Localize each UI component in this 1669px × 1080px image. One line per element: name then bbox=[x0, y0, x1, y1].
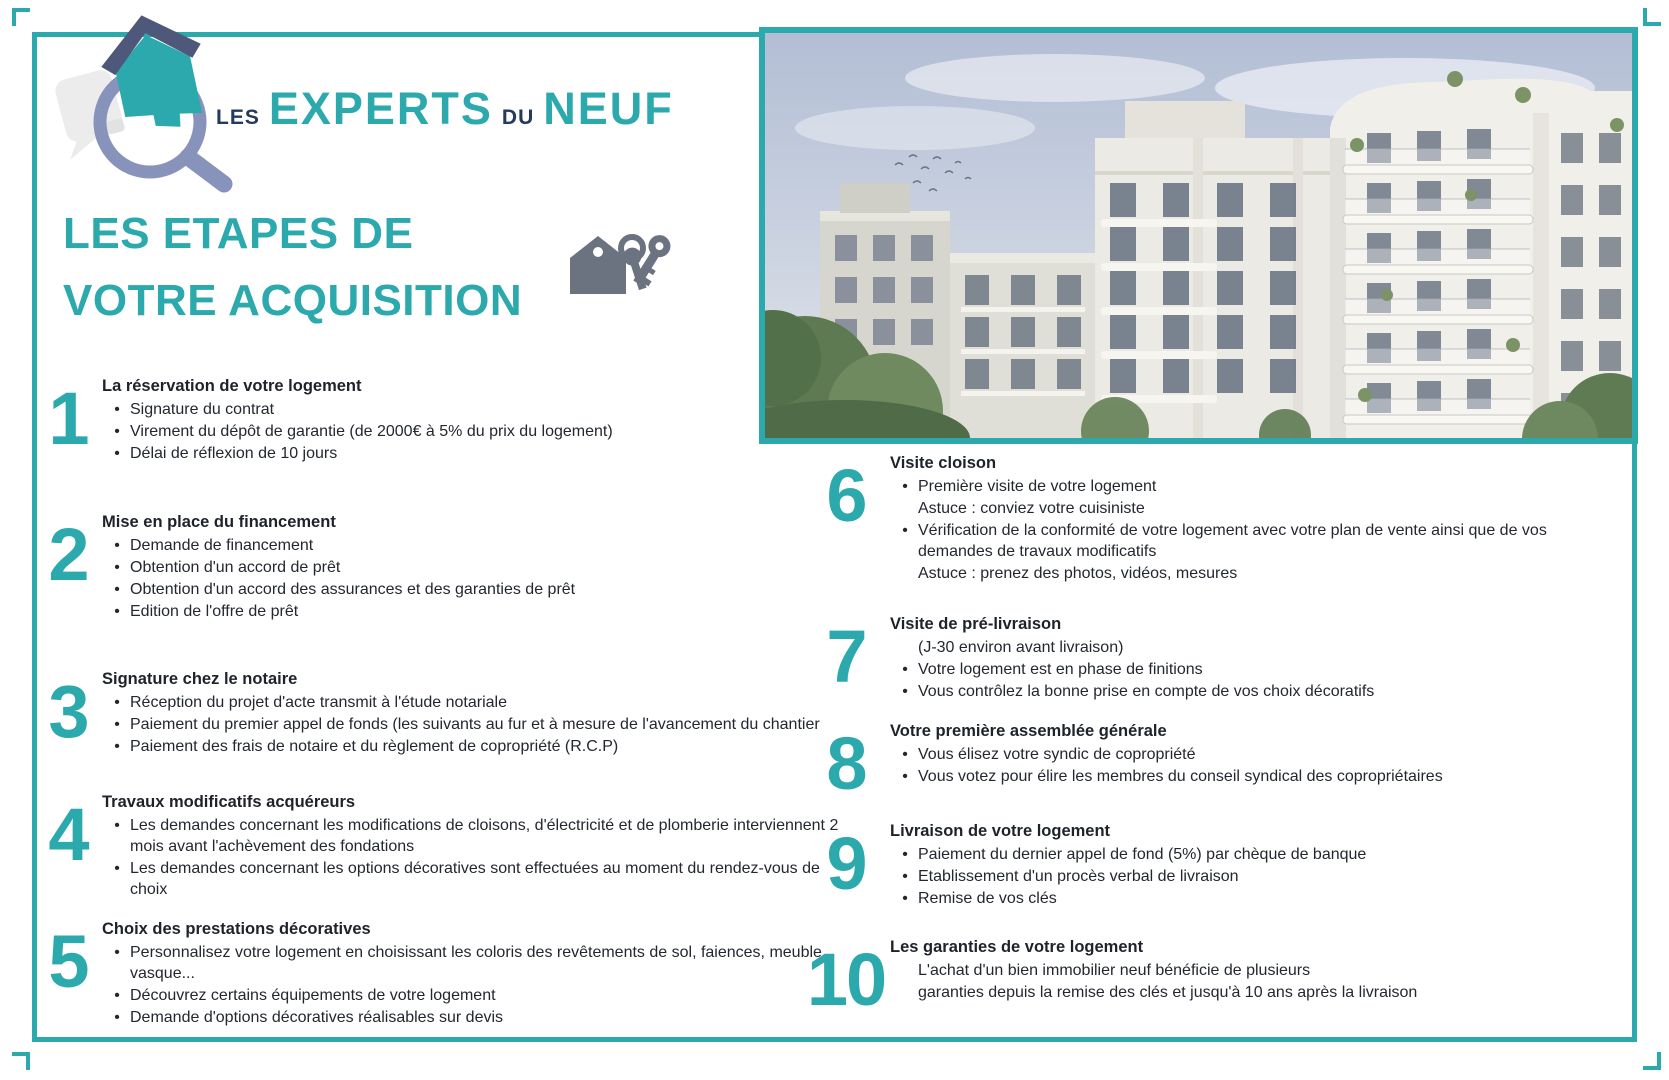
corner-tick-top-right bbox=[1643, 8, 1661, 26]
step-5-items bbox=[102, 942, 848, 1028]
bullet-dot: • bbox=[902, 846, 908, 863]
step-10 bbox=[806, 937, 1568, 1021]
item-text: Obtention d'un accord des assurances et des garanties de prêt bbox=[130, 581, 576, 598]
item-text: Votre logement est en phase de finitions bbox=[918, 661, 1203, 678]
bullet-item bbox=[102, 535, 575, 556]
item-text: Découvrez certains équipements de votre logement bbox=[130, 987, 496, 1004]
bullet-dot: • bbox=[114, 559, 120, 576]
bullet-item bbox=[102, 714, 820, 735]
bullet-item bbox=[102, 858, 848, 900]
step-2-number: 2 bbox=[48, 513, 88, 596]
bullet-item bbox=[890, 681, 1374, 702]
note-item: (J-30 environ avant livraison) bbox=[918, 639, 1124, 656]
item-text: Délai de réflexion de 10 jours bbox=[130, 445, 338, 462]
corner-tick-top-left bbox=[12, 8, 30, 26]
step-7 bbox=[806, 614, 1568, 703]
step-2-heading: Mise en place du financement bbox=[102, 513, 336, 531]
bullet-item bbox=[102, 815, 848, 857]
bullet-dot: • bbox=[114, 1009, 120, 1026]
step-8-heading: Votre première assemblée générale bbox=[890, 722, 1167, 740]
corner-tick-bottom-left bbox=[12, 1052, 30, 1070]
bullet-dot: • bbox=[902, 683, 908, 700]
step-10-heading: Les garanties de votre logement bbox=[890, 938, 1144, 956]
item-text: Vous contrôlez la bonne prise en compte de vos choix décoratifs bbox=[918, 683, 1375, 700]
bullet-item bbox=[890, 766, 1443, 787]
bullet-dot: • bbox=[114, 537, 120, 554]
bullet-dot: • bbox=[902, 746, 908, 763]
bullet-item bbox=[102, 692, 820, 713]
bullet-item bbox=[102, 579, 575, 600]
step-6-heading: Visite cloison bbox=[890, 454, 997, 472]
bullet-item bbox=[102, 1007, 848, 1028]
step-3-items bbox=[102, 692, 820, 757]
page-title bbox=[63, 200, 522, 334]
bullet-dot: • bbox=[114, 445, 120, 462]
step-3 bbox=[38, 669, 848, 758]
bullet-item bbox=[890, 844, 1366, 865]
bullet-dot: • bbox=[902, 890, 908, 907]
item-text: Paiement du premier appel de fonds (les suivants au fur et à mesure de l'avancement du chantier bbox=[130, 716, 820, 733]
bullet-dot: • bbox=[114, 944, 120, 961]
brand-les: LES bbox=[216, 106, 260, 129]
bullet-dot: • bbox=[114, 603, 120, 620]
note-item: L'achat d'un bien immobilier neuf bénéficie de plusieurs bbox=[918, 962, 1311, 979]
note-item: garanties depuis la remise des clés et jusqu'à 10 ans après la livraison bbox=[918, 984, 1418, 1001]
brand-neuf: NEUF bbox=[543, 83, 674, 134]
step-6-items bbox=[890, 476, 1568, 584]
step-1-items bbox=[102, 399, 613, 464]
step-2 bbox=[38, 512, 848, 623]
bullet-dot: • bbox=[902, 868, 908, 885]
item-text: Paiement du dernier appel de fond (5%) par chèque de banque bbox=[918, 846, 1367, 863]
bullet-item bbox=[102, 985, 848, 1006]
step-5 bbox=[38, 919, 848, 1029]
bullet-dot: • bbox=[114, 423, 120, 440]
item-text: Réception du projet d'acte transmit à l'étude notariale bbox=[130, 694, 507, 711]
step-5-number: 5 bbox=[48, 920, 88, 1003]
item-text: Demande d'options décoratives réalisables sur devis bbox=[130, 1009, 504, 1026]
item-text: Les demandes concernant les modifications de cloisons, d'électricité et de plomberie interviennent 2 mois avant l'achèvement des fondations bbox=[130, 817, 839, 855]
step-4-items bbox=[102, 815, 848, 900]
item-text: Vous élisez votre syndic de copropriété bbox=[918, 746, 1196, 763]
item-text: Remise de vos clés bbox=[918, 890, 1057, 907]
step-1 bbox=[38, 376, 848, 465]
bullet-item bbox=[102, 601, 575, 622]
bullet-dot: • bbox=[114, 581, 120, 598]
brand-experts: EXPERTS bbox=[268, 83, 493, 134]
step-8-number: 8 bbox=[826, 722, 866, 805]
step-3-number: 3 bbox=[48, 670, 88, 753]
bullet-item bbox=[890, 888, 1366, 909]
step-5-heading: Choix des prestations décoratives bbox=[102, 920, 371, 938]
bullet-item bbox=[102, 399, 613, 420]
bullet-item bbox=[102, 421, 613, 442]
bullet-dot: • bbox=[114, 987, 120, 1004]
bullet-item bbox=[890, 520, 1568, 562]
brand-du: DU bbox=[501, 106, 535, 129]
step-6 bbox=[806, 453, 1568, 585]
step-6-number: 6 bbox=[826, 454, 866, 537]
bullet-dot: • bbox=[114, 716, 120, 733]
step-7-number: 7 bbox=[826, 615, 866, 698]
bullet-dot: • bbox=[114, 860, 120, 877]
step-9 bbox=[806, 821, 1568, 910]
note-item: Astuce : conviez votre cuisiniste bbox=[918, 500, 1145, 517]
bullet-item bbox=[102, 942, 848, 984]
bullet-item bbox=[102, 557, 575, 578]
page-title-line1: LES ETAPES DE bbox=[63, 209, 414, 258]
bullet-dot: • bbox=[902, 768, 908, 785]
house-keys-icon bbox=[558, 220, 678, 310]
corner-tick-bottom-right bbox=[1643, 1052, 1661, 1070]
step-10-number: 10 bbox=[806, 938, 886, 1021]
bullet-item bbox=[890, 866, 1366, 887]
bullet-dot: • bbox=[114, 817, 120, 834]
bullet-dot: • bbox=[902, 478, 908, 495]
building-photo bbox=[759, 27, 1638, 444]
item-text: Paiement des frais de notaire et du règlement de copropriété (R.C.P) bbox=[130, 738, 619, 755]
item-text: Vérification de la conformité de votre logement avec votre plan de vente ainsi que de vos demandes de travaux modificatifs bbox=[918, 522, 1547, 560]
bullet-dot: • bbox=[114, 401, 120, 418]
bullet-dot: • bbox=[902, 661, 908, 678]
step-1-number: 1 bbox=[48, 377, 88, 460]
brand-wordmark bbox=[216, 83, 674, 135]
bullet-item bbox=[890, 659, 1374, 680]
item-text: Edition de l'offre de prêt bbox=[130, 603, 299, 620]
item-text: Virement du dépôt de garantie (de 2000€ à 5% du prix du logement) bbox=[130, 423, 613, 440]
bullet-dot: • bbox=[902, 522, 908, 539]
step-4 bbox=[38, 792, 848, 901]
page-title-line2: VOTRE ACQUISITION bbox=[63, 276, 523, 325]
step-9-items bbox=[890, 844, 1366, 909]
step-1-heading: La réservation de votre logement bbox=[102, 377, 362, 395]
bullet-item bbox=[890, 476, 1568, 497]
item-text: Signature du contrat bbox=[130, 401, 275, 418]
step-8-items bbox=[890, 744, 1443, 787]
bullet-item bbox=[102, 443, 613, 464]
step-9-heading: Livraison de votre logement bbox=[890, 822, 1111, 840]
bullet-dot: • bbox=[114, 738, 120, 755]
item-text: Personnalisez votre logement en choisissant les coloris des revêtements de sol, faiences, meuble vasque... bbox=[130, 944, 822, 982]
step-10-items bbox=[890, 960, 1417, 1003]
step-4-heading: Travaux modificatifs acquéreurs bbox=[102, 793, 356, 811]
item-text: Demande de financement bbox=[130, 537, 314, 554]
step-7-heading: Visite de pré-livraison bbox=[890, 615, 1062, 633]
step-8 bbox=[806, 721, 1568, 805]
step-4-number: 4 bbox=[48, 793, 88, 876]
bullet-item bbox=[102, 736, 820, 757]
step-9-number: 9 bbox=[826, 822, 866, 905]
item-text: Obtention d'un accord de prêt bbox=[130, 559, 341, 576]
note-item: Astuce : prenez des photos, vidéos, mesures bbox=[918, 565, 1238, 582]
step-3-heading: Signature chez le notaire bbox=[102, 670, 298, 688]
step-2-items bbox=[102, 535, 575, 622]
bullet-dot: • bbox=[114, 694, 120, 711]
item-text: Première visite de votre logement bbox=[918, 478, 1157, 495]
bullet-item bbox=[890, 744, 1443, 765]
item-text: Vous votez pour élire les membres du conseil syndical des copropriétaires bbox=[918, 768, 1443, 785]
item-text: Etablissement d'un procès verbal de livraison bbox=[918, 868, 1239, 885]
item-text: Les demandes concernant les options décoratives sont effectuées au moment du rendez-vous de choix bbox=[130, 860, 820, 898]
step-7-items bbox=[890, 637, 1374, 702]
house-magnifier-logo-icon bbox=[50, 4, 240, 194]
